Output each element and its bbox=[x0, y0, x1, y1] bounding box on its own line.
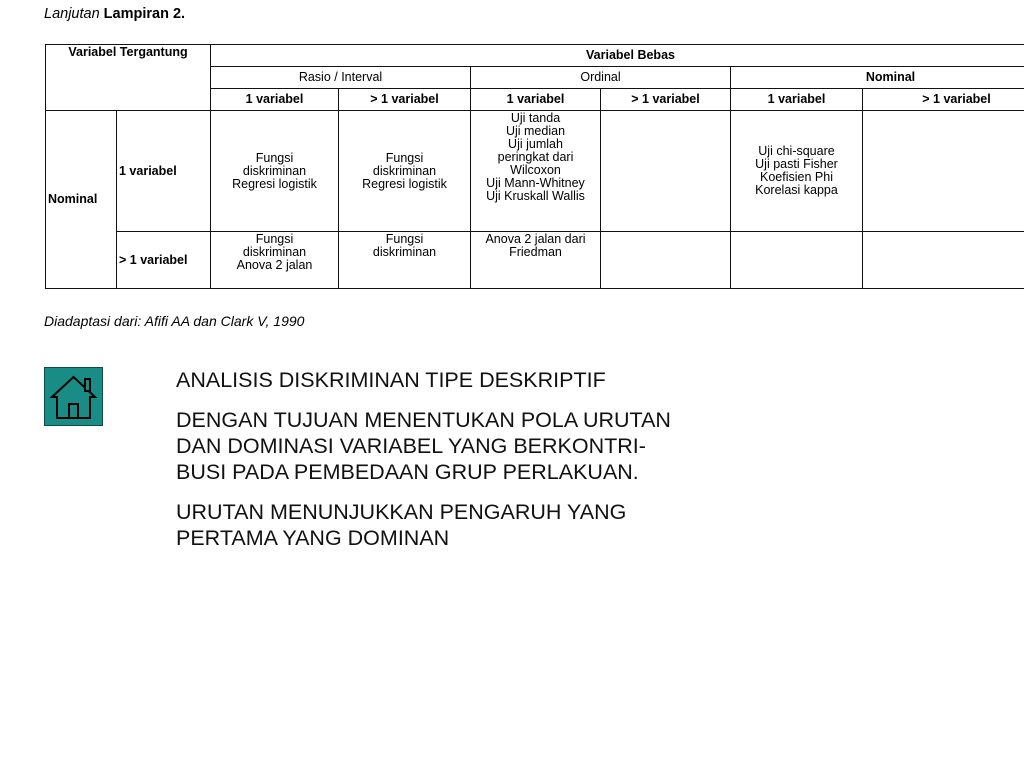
cell-line: Fungsi bbox=[385, 232, 424, 246]
test-selection-table bbox=[45, 44, 1024, 289]
bullet-text: DENGAN TUJUAN MENENTUKAN POLA URUTAN DAN DOMINASI VARIABEL YANG BERKONTRI- BUSI PADA PEMBEDAAN GRUP PERLAKUAN. bbox=[176, 408, 671, 484]
appendix-header bbox=[44, 6, 185, 22]
cell-line: Wilcoxon bbox=[510, 163, 561, 177]
table-cell bbox=[339, 111, 471, 232]
row-label: 1 variabel bbox=[117, 111, 211, 232]
bullet-text: ANALISIS DISKRIMINAN TIPE DESKRIPTIF bbox=[176, 368, 606, 392]
slide-body bbox=[176, 367, 816, 565]
table-cell bbox=[731, 111, 863, 232]
cell-line: Uji tanda bbox=[510, 111, 561, 125]
cell-line: Anova 2 jalan dari bbox=[485, 232, 586, 246]
cell-line: Fungsi bbox=[255, 150, 294, 165]
subheader-cell: 1 variabel bbox=[731, 89, 863, 111]
table-cell bbox=[211, 232, 339, 289]
dependent-variable-header: Variabel Tergantung bbox=[46, 45, 211, 111]
subheader-cell: > 1 variabel bbox=[863, 89, 1024, 111]
cell-line: Anova 2 jalan bbox=[236, 258, 313, 272]
cell-line: diskriminan bbox=[372, 163, 437, 178]
cell-line: Uji median bbox=[505, 124, 566, 138]
subheader-cell: > 1 variabel bbox=[601, 89, 731, 111]
table-cell bbox=[471, 111, 601, 232]
subheader-cell: 1 variabel bbox=[471, 89, 601, 111]
table-cell bbox=[211, 111, 339, 232]
home-icon bbox=[45, 368, 102, 425]
appendix-header-italic: Lanjutan bbox=[44, 6, 100, 22]
row-label: > 1 variabel bbox=[117, 232, 211, 289]
table-cell bbox=[601, 232, 731, 289]
row-group-label: Nominal bbox=[46, 111, 117, 289]
cell-line: Fungsi bbox=[385, 150, 424, 165]
table-cell bbox=[731, 232, 863, 289]
group-header-ordinal: Ordinal bbox=[471, 67, 731, 89]
cell-line: peringkat dari bbox=[497, 150, 574, 164]
cell-line: Uji chi-square bbox=[758, 144, 835, 158]
cell-line: Uji pasti Fisher bbox=[755, 157, 838, 171]
cell-line: Koefisien Phi bbox=[760, 170, 833, 184]
cell-line: Regresi logistik bbox=[362, 176, 447, 191]
table-cell bbox=[471, 232, 601, 289]
cell-line: Uji jumlah bbox=[508, 137, 563, 151]
table-cell bbox=[339, 232, 471, 289]
table-cell bbox=[601, 111, 731, 232]
appendix-header-rest: Lampiran 2. bbox=[103, 6, 186, 22]
subheader-cell: 1 variabel bbox=[211, 89, 339, 111]
table-cell bbox=[863, 232, 1024, 289]
home-button[interactable] bbox=[44, 367, 103, 426]
table-cell bbox=[863, 111, 1024, 232]
cell-line: Regresi logistik bbox=[232, 176, 317, 191]
group-header-ratio: Rasio / Interval bbox=[211, 67, 471, 89]
cell-line: diskriminan bbox=[372, 245, 437, 259]
test-selection-table-wrap bbox=[45, 44, 1024, 289]
cell-line: diskriminan bbox=[242, 245, 307, 259]
cell-line: Uji Mann-Whitney bbox=[486, 176, 585, 190]
source-caption: Diadaptasi dari: Afifi AA dan Clark V, 1990 bbox=[44, 313, 305, 329]
group-header-nominal: Nominal bbox=[731, 67, 1024, 89]
bullet-text: URUTAN MENUNJUKKAN PENGARUH YANG PERTAMA YANG DOMINAN bbox=[176, 500, 627, 550]
cell-line: Korelasi kappa bbox=[755, 183, 838, 197]
cell-line: Friedman bbox=[509, 245, 562, 259]
independent-variable-header: Variabel Bebas bbox=[211, 45, 1024, 67]
cell-line: diskriminan bbox=[242, 163, 307, 178]
cell-line: Fungsi bbox=[255, 232, 294, 246]
subheader-cell: > 1 variabel bbox=[339, 89, 471, 111]
cell-line: Uji Kruskall Wallis bbox=[486, 189, 585, 203]
